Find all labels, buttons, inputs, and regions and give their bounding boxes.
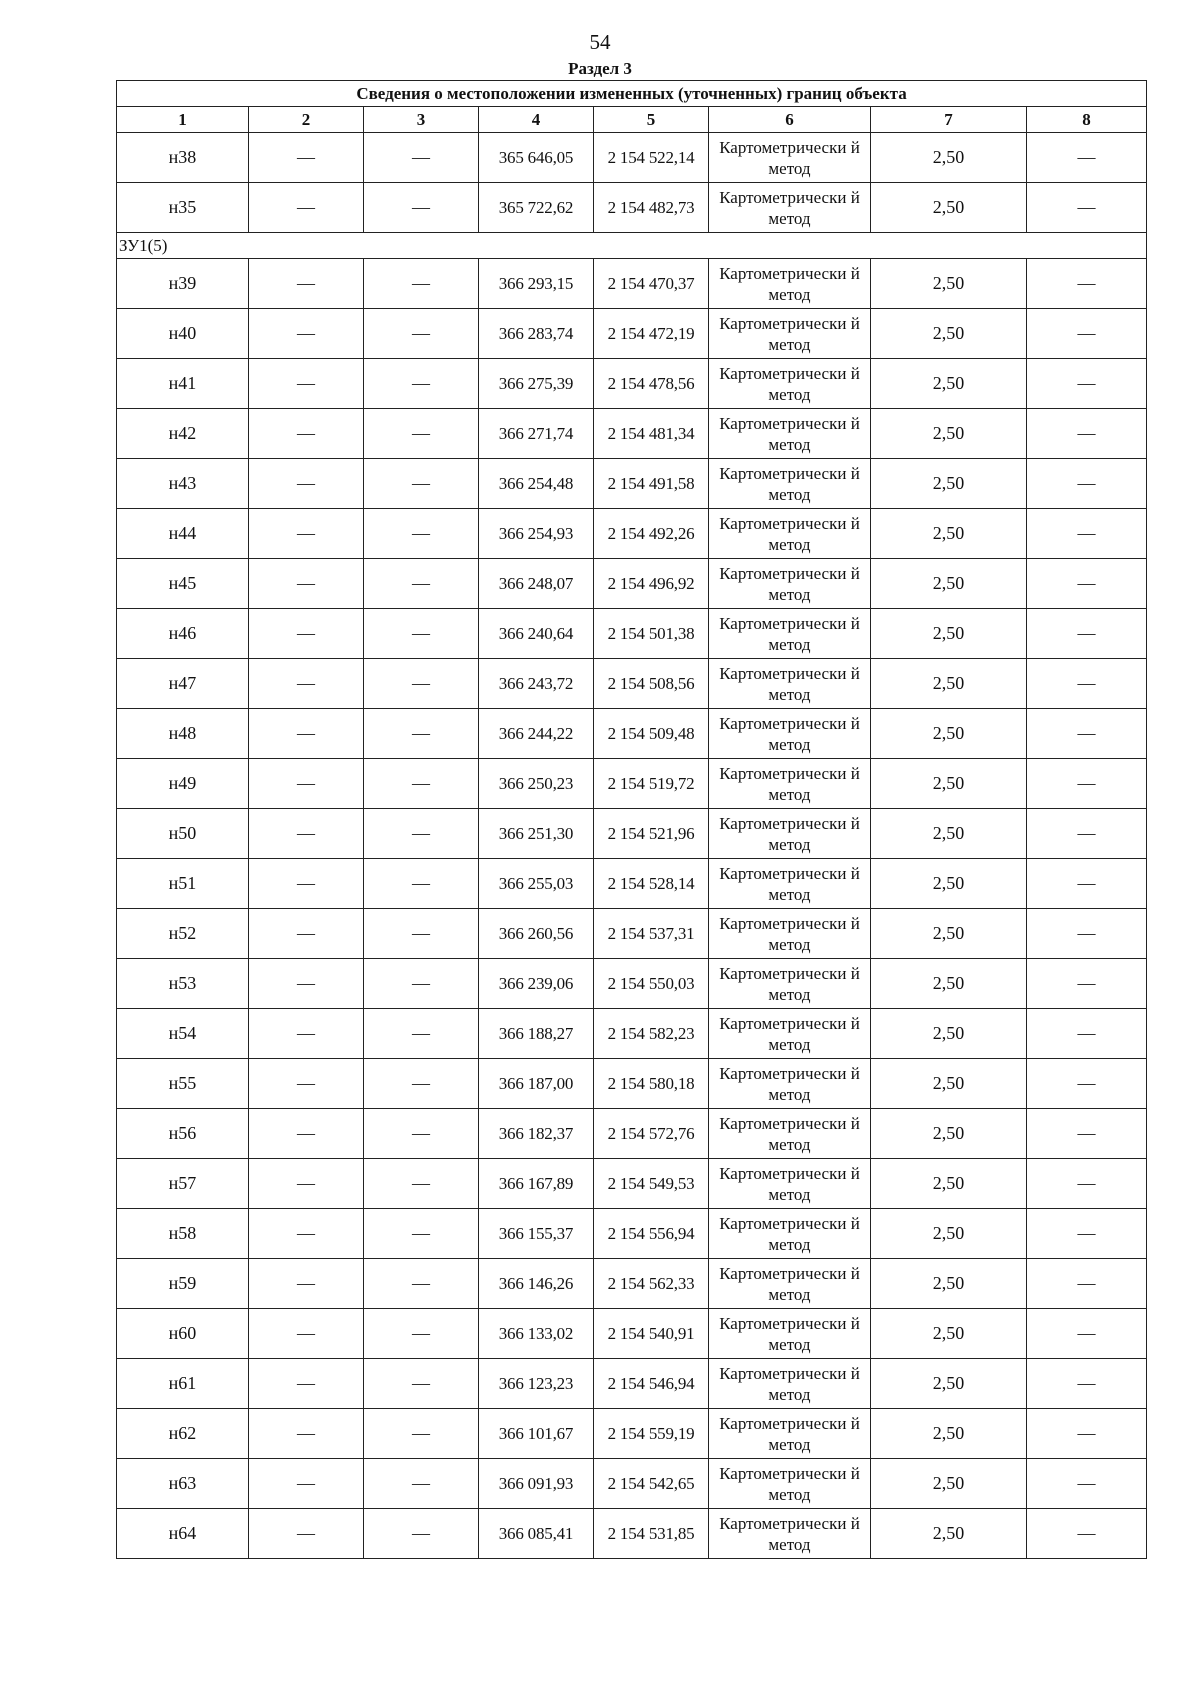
x-coordinate-cell: 366 254,93 xyxy=(479,509,594,559)
column-number: 4 xyxy=(479,107,594,133)
dash-cell: — xyxy=(249,859,364,909)
method-cell: Картометрически й метод xyxy=(709,1109,871,1159)
method-cell: Картометрически й метод xyxy=(709,709,871,759)
dash-cell: — xyxy=(1027,1159,1147,1209)
accuracy-cell: 2,50 xyxy=(871,859,1027,909)
dash-cell: — xyxy=(249,1359,364,1409)
dash-cell: — xyxy=(1027,1109,1147,1159)
table-caption-row xyxy=(117,81,1147,107)
dash-cell: — xyxy=(1027,709,1147,759)
point-cell: н54 xyxy=(117,1009,249,1059)
y-coordinate-cell: 2 154 531,85 xyxy=(594,1509,709,1559)
dash-cell: — xyxy=(1027,409,1147,459)
dash-cell: — xyxy=(249,1509,364,1559)
y-coordinate-cell: 2 154 492,26 xyxy=(594,509,709,559)
x-coordinate-cell: 366 239,06 xyxy=(479,959,594,1009)
accuracy-cell: 2,50 xyxy=(871,809,1027,859)
x-coordinate-cell: 366 244,22 xyxy=(479,709,594,759)
x-coordinate-cell: 366 275,39 xyxy=(479,359,594,409)
dash-cell: — xyxy=(1027,309,1147,359)
dash-cell: — xyxy=(364,1359,479,1409)
dash-cell: — xyxy=(364,1059,479,1109)
method-cell: Картометрически й метод xyxy=(709,183,871,233)
method-cell: Картометрически й метод xyxy=(709,759,871,809)
dash-cell: — xyxy=(364,859,479,909)
accuracy-cell: 2,50 xyxy=(871,1009,1027,1059)
dash-cell: — xyxy=(364,659,479,709)
column-number: 5 xyxy=(594,107,709,133)
x-coordinate-cell: 366 146,26 xyxy=(479,1259,594,1309)
method-cell: Картометрически й метод xyxy=(709,1309,871,1359)
table-row xyxy=(117,1009,1147,1059)
point-cell: н58 xyxy=(117,1209,249,1259)
dash-cell: — xyxy=(364,359,479,409)
column-number: 7 xyxy=(871,107,1027,133)
dash-cell: — xyxy=(1027,133,1147,183)
accuracy-cell: 2,50 xyxy=(871,1209,1027,1259)
dash-cell: — xyxy=(364,459,479,509)
column-number: 3 xyxy=(364,107,479,133)
table-row xyxy=(117,609,1147,659)
dash-cell: — xyxy=(1027,259,1147,309)
dash-cell: — xyxy=(1027,1059,1147,1109)
y-coordinate-cell: 2 154 528,14 xyxy=(594,859,709,909)
table-row xyxy=(117,183,1147,233)
accuracy-cell: 2,50 xyxy=(871,509,1027,559)
method-cell: Картометрически й метод xyxy=(709,1359,871,1409)
x-coordinate-cell: 366 254,48 xyxy=(479,459,594,509)
table-row xyxy=(117,1509,1147,1559)
y-coordinate-cell: 2 154 546,94 xyxy=(594,1359,709,1409)
table-row xyxy=(117,559,1147,609)
dash-cell: — xyxy=(364,1259,479,1309)
dash-cell: — xyxy=(249,1259,364,1309)
method-cell: Картометрически й метод xyxy=(709,359,871,409)
y-coordinate-cell: 2 154 472,19 xyxy=(594,309,709,359)
accuracy-cell: 2,50 xyxy=(871,909,1027,959)
accuracy-cell: 2,50 xyxy=(871,1359,1027,1409)
x-coordinate-cell: 366 251,30 xyxy=(479,809,594,859)
dash-cell: — xyxy=(1027,1259,1147,1309)
table-row xyxy=(117,759,1147,809)
x-coordinate-cell: 366 155,37 xyxy=(479,1209,594,1259)
dash-cell: — xyxy=(249,359,364,409)
accuracy-cell: 2,50 xyxy=(871,459,1027,509)
y-coordinate-cell: 2 154 519,72 xyxy=(594,759,709,809)
dash-cell: — xyxy=(364,1109,479,1159)
method-cell: Картометрически й метод xyxy=(709,809,871,859)
point-cell: н44 xyxy=(117,509,249,559)
y-coordinate-cell: 2 154 478,56 xyxy=(594,359,709,409)
dash-cell: — xyxy=(1027,909,1147,959)
dash-cell: — xyxy=(364,1159,479,1209)
point-cell: н47 xyxy=(117,659,249,709)
dash-cell: — xyxy=(364,1209,479,1259)
method-cell: Картометрически й метод xyxy=(709,1159,871,1209)
point-cell: н42 xyxy=(117,409,249,459)
y-coordinate-cell: 2 154 559,19 xyxy=(594,1409,709,1459)
table-row xyxy=(117,1159,1147,1209)
dash-cell: — xyxy=(249,759,364,809)
x-coordinate-cell: 366 248,07 xyxy=(479,559,594,609)
x-coordinate-cell: 366 123,23 xyxy=(479,1359,594,1409)
point-cell: н39 xyxy=(117,259,249,309)
point-cell: н50 xyxy=(117,809,249,859)
dash-cell: — xyxy=(1027,759,1147,809)
column-number: 6 xyxy=(709,107,871,133)
dash-cell: — xyxy=(364,1509,479,1559)
table-row xyxy=(117,259,1147,309)
accuracy-cell: 2,50 xyxy=(871,1459,1027,1509)
y-coordinate-cell: 2 154 572,76 xyxy=(594,1109,709,1159)
table-row xyxy=(117,1309,1147,1359)
dash-cell: — xyxy=(249,659,364,709)
point-cell: н53 xyxy=(117,959,249,1009)
method-cell: Картометрически й метод xyxy=(709,509,871,559)
dash-cell: — xyxy=(364,759,479,809)
table-row xyxy=(117,859,1147,909)
dash-cell: — xyxy=(1027,1509,1147,1559)
dash-cell: — xyxy=(1027,183,1147,233)
dash-cell: — xyxy=(249,259,364,309)
accuracy-cell: 2,50 xyxy=(871,609,1027,659)
point-cell: н46 xyxy=(117,609,249,659)
y-coordinate-cell: 2 154 521,96 xyxy=(594,809,709,859)
point-cell: н61 xyxy=(117,1359,249,1409)
group-label: ЗУ1(5) xyxy=(117,233,1147,259)
method-cell: Картометрически й метод xyxy=(709,133,871,183)
method-cell: Картометрически й метод xyxy=(709,1409,871,1459)
accuracy-cell: 2,50 xyxy=(871,709,1027,759)
method-cell: Картометрически й метод xyxy=(709,459,871,509)
dash-cell: — xyxy=(364,559,479,609)
dash-cell: — xyxy=(249,809,364,859)
x-coordinate-cell: 366 187,00 xyxy=(479,1059,594,1109)
dash-cell: — xyxy=(249,133,364,183)
dash-cell: — xyxy=(364,709,479,759)
dash-cell: — xyxy=(249,459,364,509)
accuracy-cell: 2,50 xyxy=(871,409,1027,459)
point-cell: н48 xyxy=(117,709,249,759)
y-coordinate-cell: 2 154 508,56 xyxy=(594,659,709,709)
dash-cell: — xyxy=(249,1209,364,1259)
dash-cell: — xyxy=(364,133,479,183)
method-cell: Картометрически й метод xyxy=(709,1009,871,1059)
column-number: 1 xyxy=(117,107,249,133)
dash-cell: — xyxy=(1027,809,1147,859)
dash-cell: — xyxy=(249,1109,364,1159)
method-cell: Картометрически й метод xyxy=(709,259,871,309)
dash-cell: — xyxy=(1027,1359,1147,1409)
y-coordinate-cell: 2 154 470,37 xyxy=(594,259,709,309)
x-coordinate-cell: 366 243,72 xyxy=(479,659,594,709)
x-coordinate-cell: 366 182,37 xyxy=(479,1109,594,1159)
point-cell: н41 xyxy=(117,359,249,409)
dash-cell: — xyxy=(364,1309,479,1359)
dash-cell: — xyxy=(249,409,364,459)
dash-cell: — xyxy=(364,909,479,959)
accuracy-cell: 2,50 xyxy=(871,359,1027,409)
dash-cell: — xyxy=(364,309,479,359)
dash-cell: — xyxy=(249,709,364,759)
column-number: 8 xyxy=(1027,107,1147,133)
y-coordinate-cell: 2 154 542,65 xyxy=(594,1459,709,1509)
accuracy-cell: 2,50 xyxy=(871,1059,1027,1109)
dash-cell: — xyxy=(1027,1409,1147,1459)
table-row xyxy=(117,1259,1147,1309)
x-coordinate-cell: 366 188,27 xyxy=(479,1009,594,1059)
dash-cell: — xyxy=(364,809,479,859)
x-coordinate-cell: 366 085,41 xyxy=(479,1509,594,1559)
column-number-row xyxy=(117,107,1147,133)
x-coordinate-cell: 366 255,03 xyxy=(479,859,594,909)
x-coordinate-cell: 366 250,23 xyxy=(479,759,594,809)
table-caption: Сведения о местоположении измененных (уточненных) границ объекта xyxy=(117,81,1147,107)
dash-cell: — xyxy=(1027,959,1147,1009)
method-cell: Картометрически й метод xyxy=(709,859,871,909)
point-cell: н52 xyxy=(117,909,249,959)
x-coordinate-cell: 366 133,02 xyxy=(479,1309,594,1359)
x-coordinate-cell: 366 293,15 xyxy=(479,259,594,309)
x-coordinate-cell: 366 167,89 xyxy=(479,1159,594,1209)
accuracy-cell: 2,50 xyxy=(871,659,1027,709)
method-cell: Картометрически й метод xyxy=(709,609,871,659)
method-cell: Картометрически й метод xyxy=(709,959,871,1009)
accuracy-cell: 2,50 xyxy=(871,1509,1027,1559)
dash-cell: — xyxy=(364,1459,479,1509)
y-coordinate-cell: 2 154 482,73 xyxy=(594,183,709,233)
dash-cell: — xyxy=(364,959,479,1009)
dash-cell: — xyxy=(364,259,479,309)
accuracy-cell: 2,50 xyxy=(871,959,1027,1009)
dash-cell: — xyxy=(249,1409,364,1459)
accuracy-cell: 2,50 xyxy=(871,133,1027,183)
dash-cell: — xyxy=(249,1009,364,1059)
point-cell: н63 xyxy=(117,1459,249,1509)
accuracy-cell: 2,50 xyxy=(871,309,1027,359)
table-row xyxy=(117,909,1147,959)
point-cell: н64 xyxy=(117,1509,249,1559)
column-number: 2 xyxy=(249,107,364,133)
table-row xyxy=(117,1059,1147,1109)
dash-cell: — xyxy=(249,959,364,1009)
page-number: 54 xyxy=(589,30,611,54)
accuracy-cell: 2,50 xyxy=(871,1159,1027,1209)
x-coordinate-cell: 366 101,67 xyxy=(479,1409,594,1459)
y-coordinate-cell: 2 154 582,23 xyxy=(594,1009,709,1059)
accuracy-cell: 2,50 xyxy=(871,1309,1027,1359)
section-title: Раздел 3 xyxy=(568,59,632,78)
x-coordinate-cell: 365 646,05 xyxy=(479,133,594,183)
x-coordinate-cell: 366 091,93 xyxy=(479,1459,594,1509)
dash-cell: — xyxy=(1027,609,1147,659)
table-row xyxy=(117,509,1147,559)
accuracy-cell: 2,50 xyxy=(871,259,1027,309)
table-row xyxy=(117,459,1147,509)
point-cell: н45 xyxy=(117,559,249,609)
y-coordinate-cell: 2 154 550,03 xyxy=(594,959,709,1009)
dash-cell: — xyxy=(249,1309,364,1359)
point-cell: н60 xyxy=(117,1309,249,1359)
dash-cell: — xyxy=(249,609,364,659)
y-coordinate-cell: 2 154 562,33 xyxy=(594,1259,709,1309)
point-cell: н55 xyxy=(117,1059,249,1109)
table-row xyxy=(117,1359,1147,1409)
y-coordinate-cell: 2 154 491,58 xyxy=(594,459,709,509)
point-cell: н59 xyxy=(117,1259,249,1309)
y-coordinate-cell: 2 154 540,91 xyxy=(594,1309,709,1359)
x-coordinate-cell: 366 260,56 xyxy=(479,909,594,959)
dash-cell: — xyxy=(1027,1209,1147,1259)
method-cell: Картометрически й метод xyxy=(709,659,871,709)
dash-cell: — xyxy=(249,1459,364,1509)
point-cell: н43 xyxy=(117,459,249,509)
table-row xyxy=(117,959,1147,1009)
dash-cell: — xyxy=(249,1159,364,1209)
point-cell: н40 xyxy=(117,309,249,359)
method-cell: Картометрически й метод xyxy=(709,409,871,459)
group-row xyxy=(117,233,1147,259)
point-cell: н56 xyxy=(117,1109,249,1159)
x-coordinate-cell: 366 271,74 xyxy=(479,409,594,459)
table-row xyxy=(117,1209,1147,1259)
x-coordinate-cell: 365 722,62 xyxy=(479,183,594,233)
table-row xyxy=(117,1109,1147,1159)
method-cell: Картометрически й метод xyxy=(709,1209,871,1259)
method-cell: Картометрически й метод xyxy=(709,1259,871,1309)
y-coordinate-cell: 2 154 580,18 xyxy=(594,1059,709,1109)
accuracy-cell: 2,50 xyxy=(871,1259,1027,1309)
dash-cell: — xyxy=(1027,509,1147,559)
method-cell: Картометрически й метод xyxy=(709,559,871,609)
method-cell: Картометрически й метод xyxy=(709,309,871,359)
dash-cell: — xyxy=(1027,1009,1147,1059)
table-row xyxy=(117,659,1147,709)
point-cell: н38 xyxy=(117,133,249,183)
dash-cell: — xyxy=(364,509,479,559)
dash-cell: — xyxy=(249,1059,364,1109)
dash-cell: — xyxy=(1027,1309,1147,1359)
table-row xyxy=(117,359,1147,409)
boundary-coordinates-table xyxy=(116,80,1147,1559)
dash-cell: — xyxy=(364,183,479,233)
y-coordinate-cell: 2 154 501,38 xyxy=(594,609,709,659)
accuracy-cell: 2,50 xyxy=(871,559,1027,609)
accuracy-cell: 2,50 xyxy=(871,1109,1027,1159)
x-coordinate-cell: 366 283,74 xyxy=(479,309,594,359)
point-cell: н62 xyxy=(117,1409,249,1459)
table-row xyxy=(117,709,1147,759)
dash-cell: — xyxy=(1027,459,1147,509)
dash-cell: — xyxy=(1027,859,1147,909)
accuracy-cell: 2,50 xyxy=(871,759,1027,809)
dash-cell: — xyxy=(1027,359,1147,409)
table-row xyxy=(117,809,1147,859)
y-coordinate-cell: 2 154 481,34 xyxy=(594,409,709,459)
dash-cell: — xyxy=(364,609,479,659)
dash-cell: — xyxy=(249,559,364,609)
y-coordinate-cell: 2 154 549,53 xyxy=(594,1159,709,1209)
table-row xyxy=(117,1409,1147,1459)
y-coordinate-cell: 2 154 522,14 xyxy=(594,133,709,183)
y-coordinate-cell: 2 154 496,92 xyxy=(594,559,709,609)
y-coordinate-cell: 2 154 509,48 xyxy=(594,709,709,759)
method-cell: Картометрически й метод xyxy=(709,909,871,959)
dash-cell: — xyxy=(364,1009,479,1059)
method-cell: Картометрически й метод xyxy=(709,1509,871,1559)
table-row xyxy=(117,133,1147,183)
method-cell: Картометрически й метод xyxy=(709,1459,871,1509)
dash-cell: — xyxy=(249,909,364,959)
dash-cell: — xyxy=(364,409,479,459)
y-coordinate-cell: 2 154 537,31 xyxy=(594,909,709,959)
table-row xyxy=(117,1459,1147,1509)
accuracy-cell: 2,50 xyxy=(871,1409,1027,1459)
table-row xyxy=(117,409,1147,459)
point-cell: н57 xyxy=(117,1159,249,1209)
y-coordinate-cell: 2 154 556,94 xyxy=(594,1209,709,1259)
dash-cell: — xyxy=(1027,1459,1147,1509)
dash-cell: — xyxy=(1027,659,1147,709)
dash-cell: — xyxy=(249,309,364,359)
dash-cell: — xyxy=(1027,559,1147,609)
x-coordinate-cell: 366 240,64 xyxy=(479,609,594,659)
accuracy-cell: 2,50 xyxy=(871,183,1027,233)
dash-cell: — xyxy=(249,183,364,233)
point-cell: н49 xyxy=(117,759,249,809)
dash-cell: — xyxy=(249,509,364,559)
point-cell: н51 xyxy=(117,859,249,909)
dash-cell: — xyxy=(364,1409,479,1459)
point-cell: н35 xyxy=(117,183,249,233)
method-cell: Картометрически й метод xyxy=(709,1059,871,1109)
table-row xyxy=(117,309,1147,359)
